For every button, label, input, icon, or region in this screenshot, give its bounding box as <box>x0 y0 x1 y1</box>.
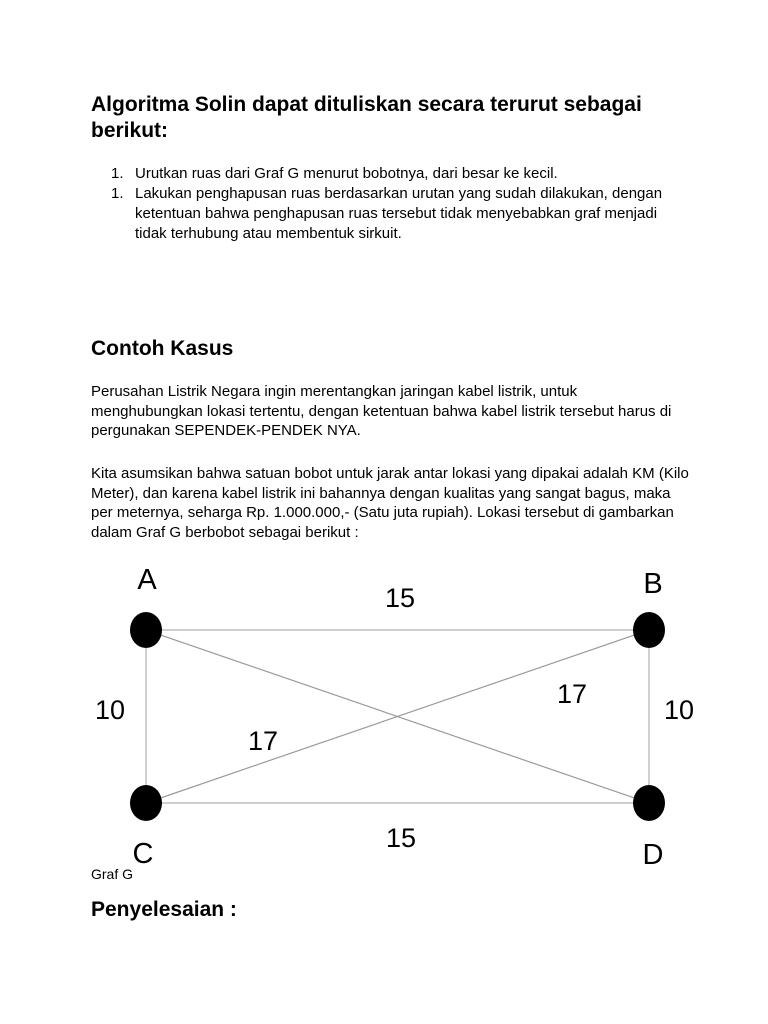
list-item <box>91 184 691 244</box>
node-a <box>130 612 162 648</box>
section-heading-algoritma: Algoritma Solin dapat dituliskan secara terurut sebagai berikut: <box>91 93 642 142</box>
node-label-b: B <box>643 568 663 600</box>
section-heading-contoh-kasus: Contoh Kasus <box>91 337 234 360</box>
node-c <box>130 785 162 821</box>
weight-label-a-d: 17 <box>556 679 588 709</box>
list-text: Urutkan ruas dari Graf G menurut bobotnya, dari besar ke kecil. <box>135 165 558 182</box>
paragraph-intro: Perusahan Listrik Negara ingin merentangkan jaringan kabel listrik, untuk menghubungkan lokasi tertentu, dengan ketentuan bahwa kabel listrik tersebut harus di pergunakan SEPENDEK-PENDEK NYA. <box>91 383 672 439</box>
list-number: 1. <box>111 185 124 202</box>
weight-label-a-b: 15 <box>384 583 416 613</box>
section-heading-penyelesaian: Penyelesaian : <box>91 898 237 921</box>
weight-label-b-d: 10 <box>663 695 695 725</box>
paragraph-assumption: Kita asumsikan bahwa satuan bobot untuk jarak antar lokasi yang dipakai adalah KM (Kilo Meter), dan karena kabel listrik ini bahannya dengan kualitas yang sangat bagus, maka per meternya, seharga Rp. 1.000.000,- (Satu juta rupiah). Lokasi tersebut di gambarkan dalam Graf G berbobot sebagai berikut : <box>91 465 689 541</box>
weight-label-a-c: 10 <box>94 695 126 725</box>
list-text: Lakukan penghapusan ruas berdasarkan urutan yang sudah dilakukan, dengan ketentuan bahwa penghapusan ruas tersebut tidak menyebabkan graf menjadi tidak terhubung atau membentuk sirkuit. <box>135 185 663 242</box>
node-label-c: C <box>132 838 154 870</box>
list-item <box>91 164 691 184</box>
algorithm-steps <box>91 164 691 244</box>
weight-label-c-d: 15 <box>385 823 417 853</box>
graph-caption: Graf G <box>91 866 134 882</box>
node-b <box>633 612 665 648</box>
weighted-graph <box>80 555 720 875</box>
list-number: 1. <box>111 165 124 182</box>
node-d <box>633 785 665 821</box>
weight-label-c-b: 17 <box>247 726 279 756</box>
node-label-a: A <box>137 564 157 596</box>
node-label-d: D <box>642 839 664 871</box>
